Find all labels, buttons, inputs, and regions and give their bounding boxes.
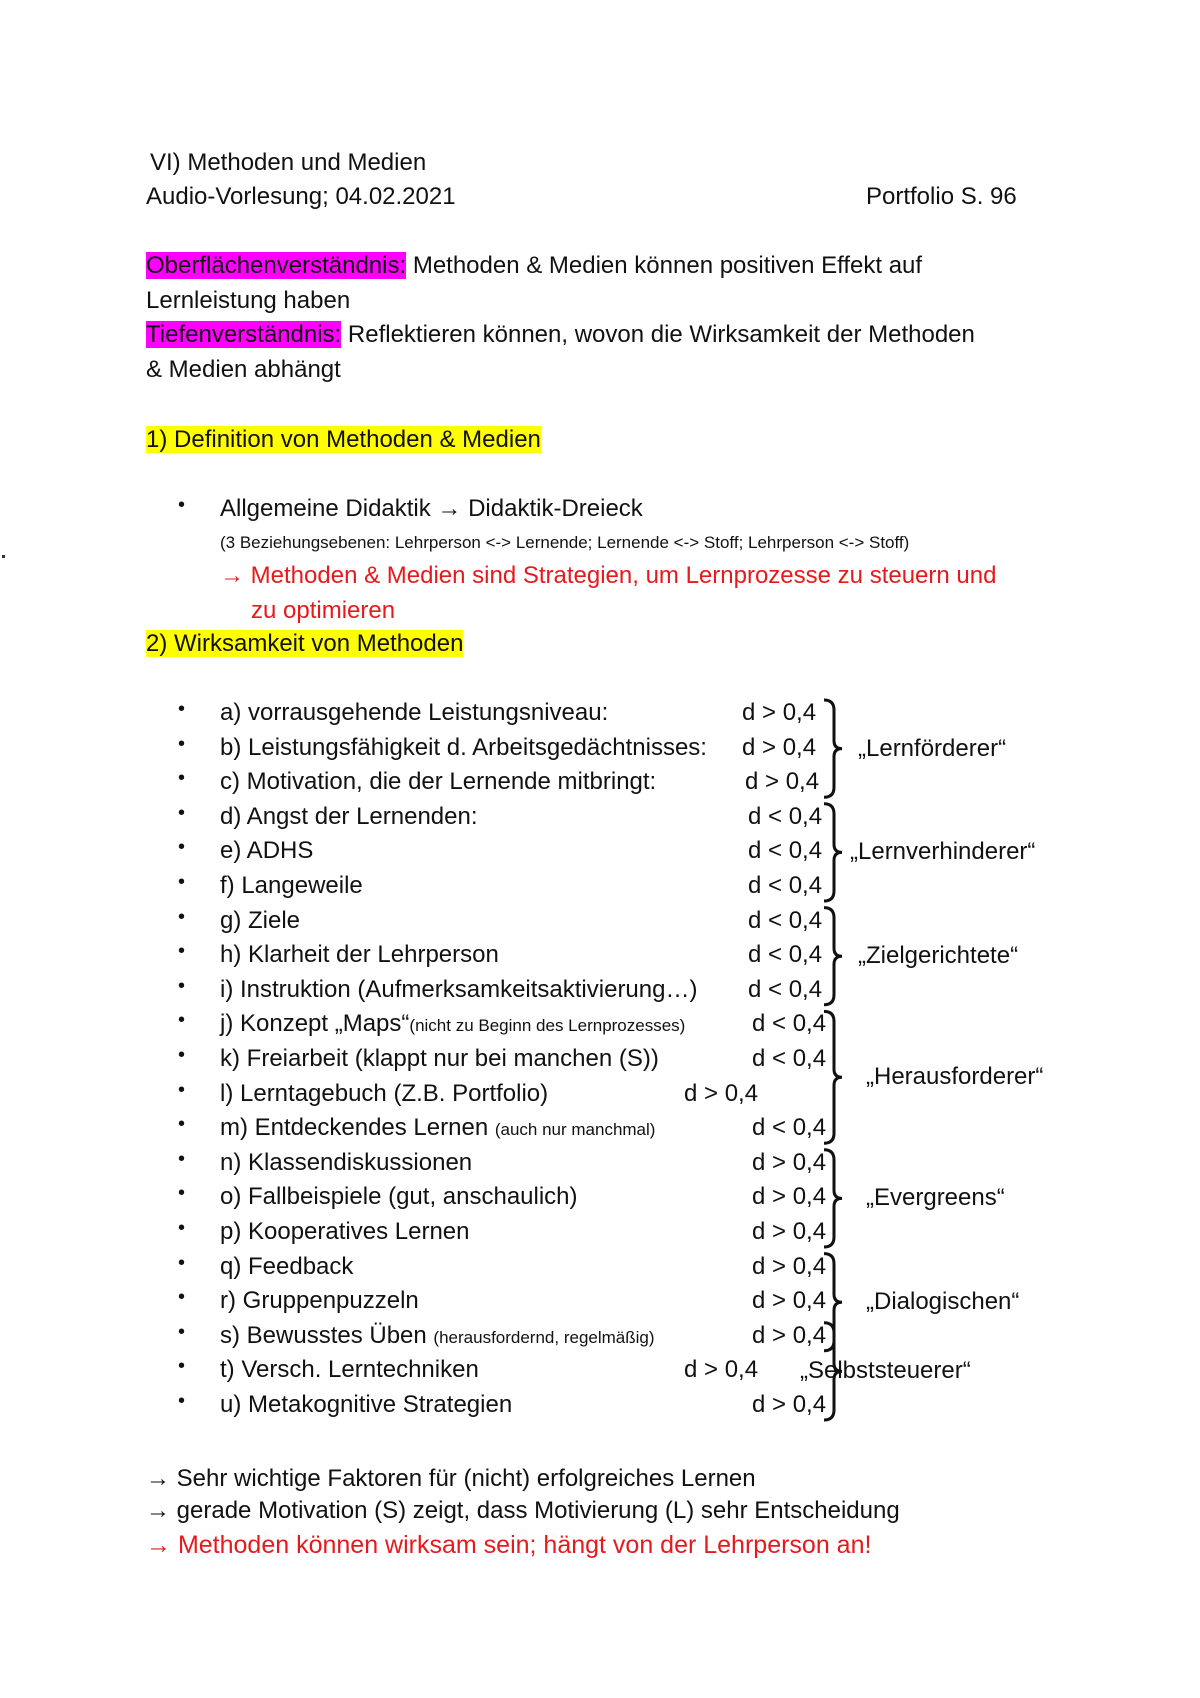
section-2-heading-text: 2) Wirksamkeit von Methoden: [146, 630, 464, 657]
effect-size: d > 0,4: [752, 1391, 827, 1418]
factor-item: [220, 1113, 655, 1145]
bullet-icon: •: [178, 698, 186, 720]
lecture-info: Audio-Vorlesung; 04.02.2021: [146, 183, 456, 210]
factor-note: (herausfordernd, regelmäßig): [433, 1328, 655, 1347]
surface-understanding-label: Oberflächenverständnis:: [146, 252, 407, 279]
effect-size: d > 0,4: [752, 1322, 827, 1349]
footer-line-2: → gerade Motivation (S) zeigt, dass Motivierung (L) sehr Entscheidung: [146, 1497, 900, 1524]
factor-label: o) Fallbeispiele (gut, anschaulich): [220, 1183, 578, 1210]
factor-label: t) Versch. Lerntechniken: [220, 1356, 479, 1383]
factor-label: g) Ziele: [220, 907, 301, 934]
group-label: „Selbststeuerer“: [800, 1357, 971, 1384]
factor-label: p) Kooperatives Lernen: [220, 1218, 470, 1245]
bullet-icon: •: [178, 1044, 186, 1066]
effect-size: d > 0,4: [752, 1183, 827, 1210]
footer-line-1: → Sehr wichtige Faktoren für (nicht) erfolgreiches Lernen: [146, 1465, 756, 1492]
factor-label: u) Metakognitive Strategien: [220, 1391, 513, 1418]
factor-label: d) Angst der Lernenden:: [220, 803, 478, 830]
effect-size: d > 0,4: [684, 1356, 759, 1383]
factor-label: r) Gruppenpuzzeln: [220, 1287, 419, 1314]
effect-size: d < 0,4: [748, 837, 823, 864]
factor-item: [220, 1079, 548, 1109]
deep-understanding-text: Reflektieren können, wovon die Wirksamkeit der Methoden: [341, 321, 975, 348]
deep-understanding-label: Tiefenverständnis:: [146, 321, 342, 348]
factor-item: [220, 802, 478, 832]
factor-item: [220, 1182, 578, 1212]
effect-size: d > 0,4: [752, 1149, 827, 1176]
effect-size: d > 0,4: [752, 1253, 827, 1280]
footer-line-3: → Methoden können wirksam sein; hängt von der Lehrperson an!: [146, 1531, 872, 1559]
factor-label: f) Langeweile: [220, 872, 363, 899]
section-1-subtext: (3 Beziehungsebenen: Lehrperson <-> Lernende; Lernende <-> Stoff; Lehrperson <-> Stoff): [220, 533, 910, 552]
grouping-brace: [824, 908, 842, 1005]
section-1-conclusion-2: zu optimieren: [251, 597, 396, 624]
deep-understanding-line-2: & Medien abhängt: [146, 356, 341, 383]
group-label: „Zielgerichtete“: [858, 942, 1019, 969]
factor-label: s) Bewusstes Üben: [220, 1322, 434, 1349]
effect-size: d > 0,4: [684, 1080, 759, 1107]
effect-size: d > 0,4: [752, 1287, 827, 1314]
group-label: „Lernverhinderer“: [850, 838, 1036, 865]
bullet-icon: •: [178, 733, 186, 755]
bullet-icon: •: [178, 940, 186, 962]
page-title: VI) Methoden und Medien: [150, 149, 427, 176]
section-1-bullet: Allgemeine Didaktik → Didaktik-Dreieck: [220, 495, 643, 522]
factor-note: (nicht zu Beginn des Lernprozesses): [409, 1016, 686, 1035]
section-1-heading-text: 1) Definition von Methoden & Medien: [146, 426, 541, 453]
factor-item: [220, 1148, 472, 1178]
factor-item: [220, 940, 499, 970]
factor-note: (auch nur manchmal): [494, 1120, 656, 1139]
factor-label: b) Leistungsfähigkeit d. Arbeitsgedächtnisses:: [220, 734, 707, 761]
section-1-heading: [146, 425, 541, 455]
deep-understanding-line: [146, 320, 975, 350]
bullet-icon: •: [178, 1355, 186, 1377]
factor-item: [220, 767, 656, 797]
factor-item: [220, 871, 363, 901]
factor-label: l) Lerntagebuch (Z.B. Portfolio): [220, 1080, 549, 1107]
factor-label: h) Klarheit der Lehrperson: [220, 941, 499, 968]
bullet-icon: •: [178, 1079, 186, 1101]
factor-item: [220, 906, 300, 936]
factor-label: c) Motivation, die der Lernende mitbringt:: [220, 768, 657, 795]
grouping-brace: [824, 1011, 842, 1143]
factor-label: i) Instruktion (Aufmerksamkeitsaktivierung…): [220, 976, 698, 1003]
factor-label: e) ADHS: [220, 837, 314, 864]
factor-item: [220, 1321, 655, 1353]
bullet-icon: •: [178, 1286, 186, 1308]
bullet-icon: •: [178, 836, 186, 858]
factor-label: n) Klassendiskussionen: [220, 1149, 473, 1176]
effect-size: d > 0,4: [742, 734, 817, 761]
bullet-icon: •: [178, 1390, 186, 1412]
surface-understanding-line-2: Lernleistung haben: [146, 287, 351, 314]
effect-size: d < 0,4: [752, 1010, 827, 1037]
stray-dot: [2, 555, 5, 558]
effect-size: d < 0,4: [752, 1114, 827, 1141]
group-label: „Dialogischen“: [866, 1288, 1020, 1315]
effect-size: d < 0,4: [748, 907, 823, 934]
bullet-icon: •: [178, 871, 186, 893]
factor-label: m) Entdeckendes Lernen: [220, 1114, 495, 1141]
factor-item: [220, 698, 608, 728]
effect-size: d < 0,4: [748, 803, 823, 830]
bullet-icon: •: [178, 767, 186, 789]
factor-item: [220, 1355, 479, 1385]
factor-label: k) Freiarbeit (klappt nur bei manchen (S)): [220, 1045, 659, 1072]
group-label: „Lernförderer“: [858, 735, 1007, 762]
bullet-icon: •: [178, 1148, 186, 1170]
bullet-icon: •: [178, 1113, 186, 1135]
grouping-brace: [824, 1150, 842, 1247]
bullet-icon: •: [178, 1009, 186, 1031]
portfolio-reference: Portfolio S. 96: [866, 183, 1017, 210]
factor-label: j) Konzept „Maps“: [220, 1010, 410, 1037]
group-label: „Evergreens“: [866, 1184, 1005, 1211]
factor-item: [220, 975, 697, 1005]
factor-item: [220, 1009, 685, 1041]
bullet-icon: •: [178, 975, 186, 997]
section-1-conclusion: → Methoden & Medien sind Strategien, um Lernprozesse zu steuern und: [220, 562, 997, 589]
factor-item: [220, 1286, 419, 1316]
surface-understanding-text: Methoden & Medien können positiven Effekt auf: [406, 252, 923, 279]
factor-label: q) Feedback: [220, 1253, 354, 1280]
surface-understanding-line: [146, 251, 922, 281]
bullet-icon: •: [178, 1252, 186, 1274]
effect-size: d > 0,4: [742, 699, 817, 726]
grouping-brace: [824, 700, 842, 797]
effect-size: d < 0,4: [752, 1045, 827, 1072]
section-2-heading: [146, 629, 463, 659]
bullet-icon: •: [178, 1321, 186, 1343]
factor-item: [220, 1390, 512, 1420]
factor-item: [220, 1044, 659, 1074]
effect-size: d < 0,4: [748, 872, 823, 899]
effect-size: d < 0,4: [748, 941, 823, 968]
bullet-icon: •: [178, 802, 186, 824]
bullet-icon: •: [178, 1217, 186, 1239]
factor-item: [220, 733, 707, 763]
factor-item: [220, 1217, 470, 1247]
grouping-brace: [824, 1254, 842, 1351]
bullet-icon: •: [178, 494, 186, 516]
effect-size: d > 0,4: [752, 1218, 827, 1245]
factor-label: a) vorrausgehende Leistungsniveau:: [220, 699, 609, 726]
group-label: „Herausforderer“: [866, 1063, 1044, 1090]
factor-item: [220, 836, 313, 866]
grouping-brace: [824, 804, 842, 901]
bullet-icon: •: [178, 1182, 186, 1204]
effect-size: d > 0,4: [745, 768, 820, 795]
effect-size: d < 0,4: [748, 976, 823, 1003]
bullet-icon: •: [178, 906, 186, 928]
factor-item: [220, 1252, 353, 1282]
